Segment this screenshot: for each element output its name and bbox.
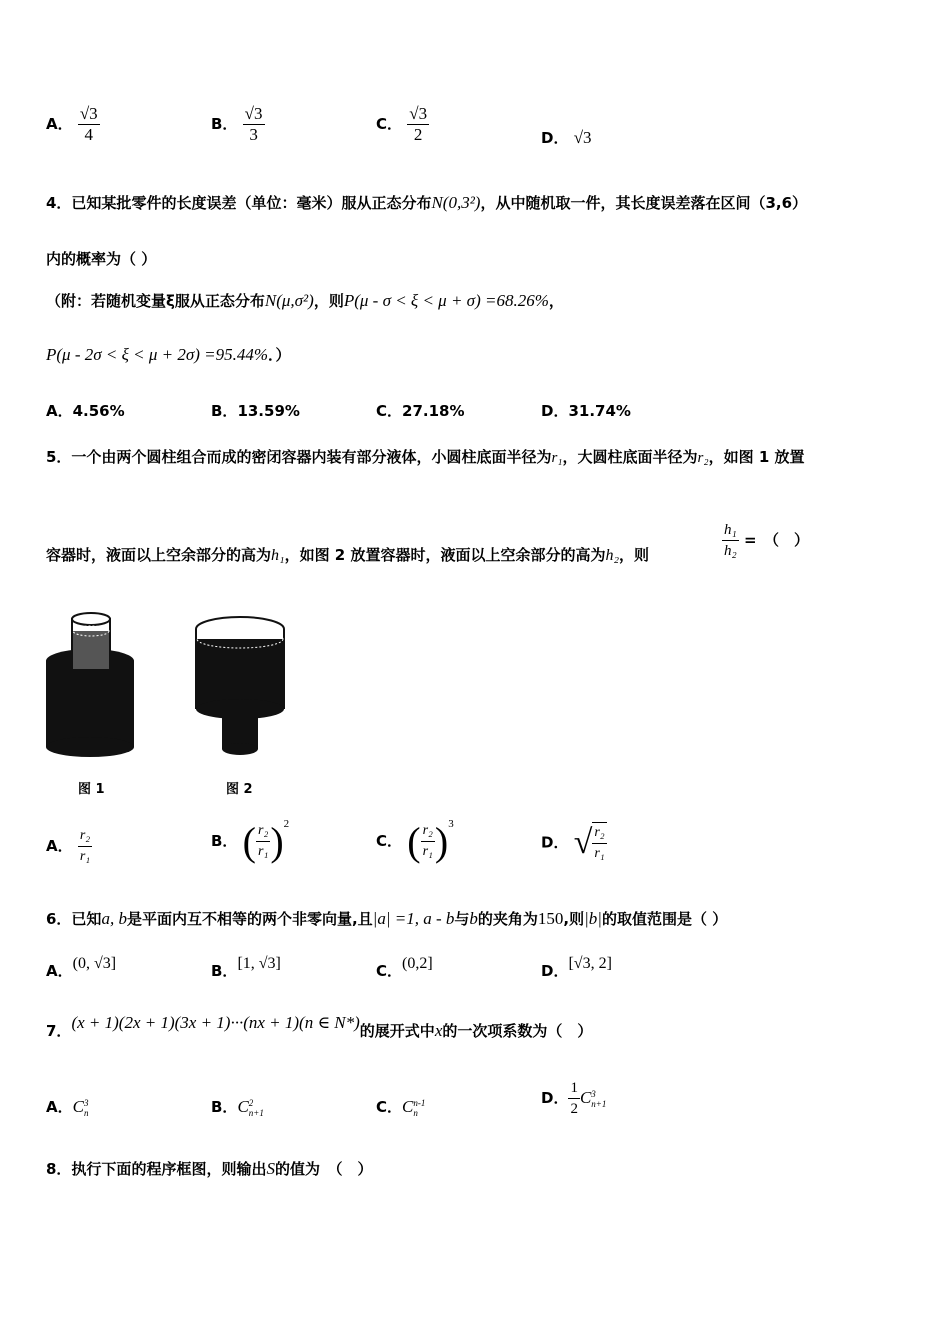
- fraction: [592, 822, 606, 864]
- q6-vars: a, b: [101, 909, 127, 928]
- q6-text: 与: [454, 910, 470, 928]
- option-label: C．: [376, 1098, 403, 1116]
- q5-r2: r₂: [697, 450, 709, 466]
- option-label: B．: [211, 115, 238, 133]
- q6-option-a: [46, 955, 117, 981]
- q5-text: = （ ）: [743, 531, 810, 549]
- q5-option-c: [376, 818, 454, 865]
- q8-text: 8．执行下面的程序框图，则输出: [46, 1160, 267, 1178]
- q6-text: 是平面内互不相等的两个非零向量,且: [126, 910, 373, 928]
- option-value: √3: [573, 128, 592, 147]
- radical-sign: √: [573, 824, 593, 861]
- q6-abs-b: |b|: [584, 909, 602, 928]
- option-label: A．: [46, 402, 73, 420]
- numerator: √3: [79, 104, 98, 123]
- q4-line-1: [46, 192, 807, 213]
- q5-figures: [40, 605, 300, 765]
- q4-prob-1: P(μ - σ < ξ < μ + σ) =68.26%: [343, 291, 549, 310]
- q5-option-d: [541, 822, 607, 864]
- option-value: 13.59%: [237, 402, 300, 420]
- q4-text: ，从中随机取一件，其长度误差落在区间（3,6）: [480, 194, 808, 212]
- q7-x: x: [434, 1021, 443, 1040]
- q7-option-a: [46, 1096, 88, 1118]
- q4-text: ，: [548, 292, 564, 310]
- q4-option-d: [541, 400, 631, 421]
- q6-text: 的取值范围是（ ）: [601, 910, 728, 928]
- option-label: B．: [211, 832, 238, 850]
- fig1-small-liquid: [73, 631, 109, 669]
- fig2-caption: 图 2: [226, 782, 253, 797]
- denominator: 2: [413, 125, 423, 144]
- option-label: C．: [376, 402, 403, 420]
- q6-b: b: [469, 909, 478, 928]
- q7-option-c: [376, 1096, 425, 1118]
- q5-ratio: [722, 520, 809, 561]
- power: 3: [448, 818, 454, 830]
- q8-line-1: [46, 1158, 372, 1179]
- option-label: D．: [541, 402, 569, 420]
- q4-line-2: [46, 248, 156, 269]
- q4-text: 4．已知某批零件的长度误差（单位：毫米）服从正态分布: [46, 194, 432, 212]
- fig1-caption: 图 1: [78, 782, 105, 797]
- sup-index: 3: [83, 1097, 89, 1108]
- numerator: r₂: [256, 821, 270, 842]
- fig1-small-top: [72, 613, 110, 625]
- q5-text: 5．一个由两个圆柱组合而成的密闭容器内装有部分液体，小圆柱底面半径为: [46, 448, 552, 466]
- q7-option-b: [211, 1096, 264, 1118]
- option-label: D．: [541, 1089, 569, 1107]
- q3-option-b: [211, 104, 265, 145]
- denominator: 3: [249, 125, 258, 144]
- q8-s: S: [266, 1159, 275, 1178]
- q4-text: （附：若随机变量ξ服从正态分布: [46, 292, 265, 310]
- sup-index: 2: [248, 1097, 254, 1108]
- denominator: 4: [84, 125, 94, 144]
- option-label: D．: [541, 833, 569, 852]
- combination-indices: [591, 1089, 606, 1109]
- q5-option-a: [46, 826, 92, 867]
- figure-2-container: [196, 617, 284, 755]
- q6-option-b: [211, 955, 281, 981]
- q5-h2: h₂: [605, 547, 620, 564]
- fig1-large-bottom: [46, 737, 134, 757]
- q4-prob-2: P(μ - 2σ < ξ < μ + 2σ) =95.44%: [46, 345, 269, 364]
- q4-text: ，则: [313, 292, 344, 310]
- q5-text: ，则: [619, 546, 650, 564]
- option-value: [1, √3]: [237, 955, 281, 972]
- q6-condition: |a| =1, a - b: [372, 909, 455, 928]
- q4-option-a: [46, 400, 125, 421]
- combination-indices: [249, 1098, 264, 1118]
- denominator: r₁: [422, 844, 433, 859]
- option-label: B．: [211, 962, 238, 980]
- q6-text: 6．已知: [46, 910, 102, 928]
- fraction: [243, 104, 265, 145]
- q4-line-3: [46, 290, 564, 311]
- sub-index: n: [83, 1107, 89, 1118]
- numerator: 1: [568, 1078, 580, 1099]
- q3-option-a: [46, 104, 100, 145]
- numerator: r₂: [78, 826, 92, 847]
- fraction: [421, 821, 435, 862]
- combination-symbol: C: [402, 1097, 414, 1116]
- combination-symbol: C: [579, 1088, 592, 1107]
- fraction: [568, 1078, 580, 1119]
- q7-text: 的展开式中: [359, 1022, 435, 1040]
- fraction: [78, 826, 92, 867]
- sup-index: 3: [591, 1088, 596, 1099]
- option-label: D．: [541, 962, 569, 980]
- sub-index: n+1: [248, 1107, 264, 1118]
- q6-text: 的夹角为: [477, 910, 538, 928]
- fraction: [722, 520, 739, 561]
- q5-h1: h₁: [271, 547, 285, 564]
- option-value: (0,2]: [402, 955, 433, 972]
- numerator: √3: [244, 104, 263, 123]
- left-paren: (: [242, 819, 256, 864]
- option-value: [√3, 2]: [568, 955, 612, 972]
- sub-index: n: [413, 1107, 418, 1118]
- q4-distribution: N(0,3²): [431, 193, 481, 212]
- combination-indices: [413, 1098, 425, 1118]
- q4-normal: N(μ,σ²): [264, 291, 314, 310]
- q6-text: ,则: [563, 910, 585, 928]
- option-value: 27.18%: [402, 402, 465, 420]
- q5-line-1: [46, 446, 804, 467]
- denominator: r₁: [258, 844, 269, 859]
- q4-text: ．）: [268, 346, 291, 364]
- q6-angle: 150: [537, 909, 564, 928]
- fig2-large-liquid: [196, 639, 284, 709]
- option-label: D．: [541, 129, 569, 147]
- combination-symbol: C: [237, 1097, 249, 1116]
- option-label: C．: [376, 962, 403, 980]
- fraction: [407, 104, 429, 145]
- denominator: h₂: [724, 543, 737, 559]
- fraction: [78, 104, 100, 145]
- numerator: r₂: [592, 823, 606, 844]
- q5-text: ，如图 2 放置容器时，液面以上空余部分的高为: [284, 546, 606, 564]
- right-paren: ): [270, 819, 284, 864]
- denominator: r₁: [79, 849, 91, 864]
- q7-expression: (x + 1)(2x + 1)(3x + 1)···(nx + 1)(n ∈ N*): [71, 1013, 360, 1032]
- q5-line-2: [46, 544, 649, 565]
- q7-line-1: [46, 1013, 593, 1041]
- numerator: √3: [409, 104, 428, 123]
- left-paren: (: [407, 819, 421, 864]
- q5-text: ，大圆柱底面半径为: [562, 448, 698, 466]
- numerator: r₂: [421, 821, 435, 842]
- q5-text: ，如图 1 放置: [708, 448, 805, 466]
- q4-option-b: [211, 400, 300, 421]
- q3-option-d: [541, 127, 592, 148]
- q6-option-d: [541, 955, 612, 981]
- option-label: A．: [46, 1098, 73, 1116]
- option-label: A．: [46, 115, 73, 133]
- fig1-large-body: [46, 661, 134, 747]
- numerator: h₁: [722, 520, 739, 541]
- q6-line-1: [46, 908, 727, 929]
- denominator: 2: [570, 1101, 578, 1117]
- q5-option-b: [211, 818, 289, 865]
- option-label: B．: [211, 1098, 238, 1116]
- power: 2: [283, 818, 290, 830]
- fig2-small-bottom: [222, 743, 258, 755]
- q4-line-4: [46, 344, 291, 365]
- q7-text: 的一次项系数为（ ）: [442, 1022, 593, 1040]
- q4-text: 内的概率为（ ）: [46, 250, 157, 268]
- option-value: 31.74%: [568, 402, 631, 420]
- q7-number: 7．: [46, 1022, 72, 1040]
- fraction: [256, 821, 270, 862]
- right-paren: ): [434, 819, 449, 864]
- q5-text: 容器时，液面以上空余部分的高为: [46, 546, 272, 564]
- combination-symbol: C: [72, 1097, 84, 1116]
- option-label: C．: [376, 115, 403, 133]
- q6-option-c: [376, 955, 433, 981]
- denominator: r₁: [594, 846, 605, 861]
- option-value: 4.56%: [72, 402, 125, 420]
- q8-text: 的值为 （ ）: [274, 1160, 373, 1178]
- option-label: A．: [46, 962, 73, 980]
- figure-1-container: [46, 613, 134, 757]
- sup-index: n-1: [413, 1097, 426, 1108]
- sub-index: n+1: [591, 1098, 607, 1109]
- combination-indices: [84, 1098, 89, 1118]
- option-value: (0, √3]: [72, 955, 117, 972]
- q7-option-d: [541, 1078, 606, 1119]
- q5-r1: r₁: [551, 450, 563, 466]
- q3-option-c: [376, 104, 429, 145]
- option-label: A．: [46, 837, 73, 855]
- option-label: C．: [376, 832, 403, 850]
- q4-option-c: [376, 400, 465, 421]
- option-label: B．: [211, 402, 238, 420]
